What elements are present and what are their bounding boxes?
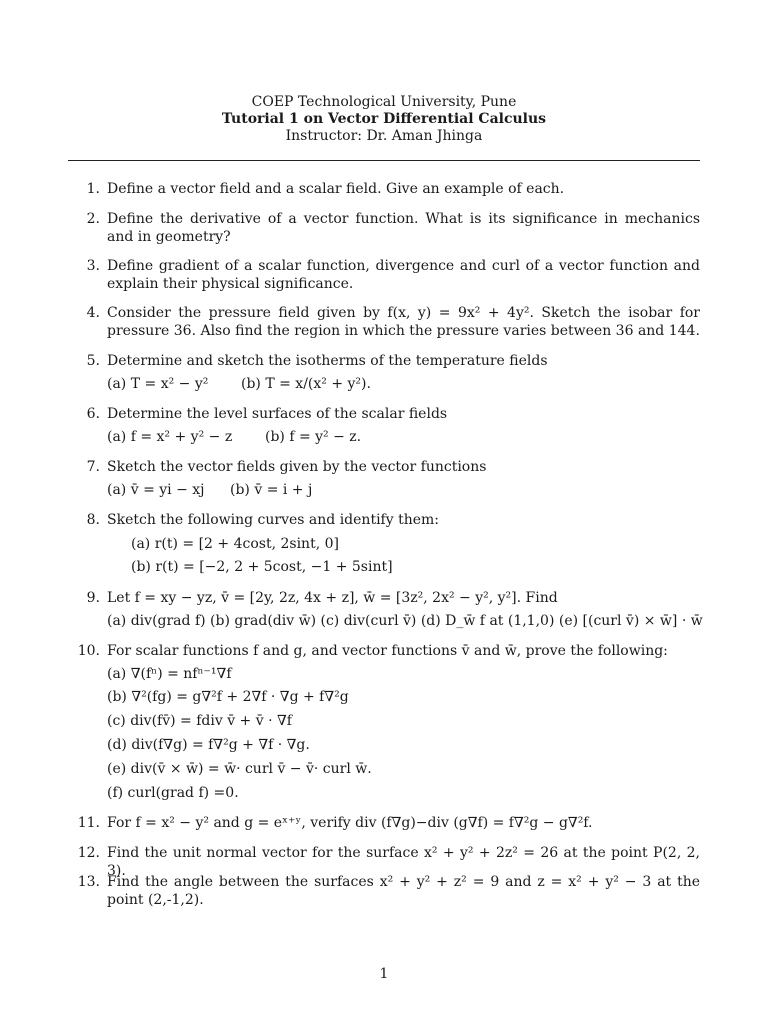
- question-number: 4.: [86, 305, 100, 321]
- question-text: Find the angle between the surfaces x² + y² + z² = 9 and z = x² + y² − 3 at the point (2,-1,2).: [107, 874, 700, 908]
- question-number: 3.: [86, 258, 100, 274]
- question-text: Define a vector field and a scalar field. Give an example of each.: [107, 181, 565, 197]
- q10-part-a: (a) ∇(fⁿ) = nfⁿ⁻¹∇f: [107, 666, 232, 682]
- question-text: Let f = xy − yz, v̄ = [2y, 2z, 4x + z], w̄ = [3z², 2x² − y², y²]. Find: [107, 590, 558, 606]
- question-number: 1.: [86, 181, 100, 197]
- q5-part-a: (a) T = x² − y²: [107, 376, 209, 392]
- q10-part-d: (d) div(f∇g) = f∇²g + ∇f · ∇g.: [107, 737, 310, 753]
- question-number: 13.: [77, 874, 100, 890]
- tutorial-title: Tutorial 1 on Vector Differential Calculus: [221, 111, 547, 127]
- instructor: Instructor: Dr. Aman Jhinga: [285, 128, 483, 144]
- q9-parts: (a) div(grad f) (b) grad(div w̄) (c) div(curl v̄) (d) D_w̄ f at (1,1,0) (e) [(curl v̄) × w̄] · w̄: [107, 613, 703, 629]
- question-number: 12.: [77, 845, 100, 861]
- question-text: Define gradient of a scalar function, divergence and curl of a vector function and explain their physical significance.: [107, 258, 700, 292]
- question-text: Consider the pressure field given by f(x, y) = 9x² + 4y². Sketch the isobar for pressure 36. Also find the region in which the pressure varies between 36 and 144.: [107, 305, 700, 339]
- question-number: 2.: [86, 211, 100, 227]
- question-number: 11.: [77, 815, 100, 831]
- question-text: Sketch the following curves and identify them:: [107, 512, 440, 528]
- question-number: 6.: [86, 406, 100, 422]
- header-rule: [68, 160, 700, 161]
- q10-part-e: (e) div(v̄ × w̄) = w̄· curl v̄ − v̄· curl w̄.: [107, 761, 372, 777]
- question-text: For scalar functions f and g, and vector functions v̄ and w̄, prove the following:: [107, 643, 668, 659]
- question-text: Determine and sketch the isotherms of the temperature fields: [107, 353, 548, 369]
- question-number: 9.: [86, 590, 100, 606]
- question-text: Sketch the vector fields given by the vector functions: [107, 459, 487, 475]
- q10-part-b: (b) ∇²(fg) = g∇²f + 2∇f · ∇g + f∇²g: [107, 689, 349, 705]
- question-text: Determine the level surfaces of the scalar fields: [107, 406, 448, 422]
- question-text: For f = x² − y² and g = eˣ⁺ʸ, verify div (f∇g)−div (g∇f) = f∇²g − g∇²f.: [107, 815, 593, 831]
- page-number: 1: [379, 966, 389, 982]
- q7-part-a: (a) v̄ = yi − xj: [107, 482, 205, 498]
- university-name: COEP Technological University, Pune: [251, 94, 517, 110]
- question-number: 10.: [77, 643, 100, 659]
- q10-part-f: (f) curl(grad f) =0.: [107, 785, 239, 801]
- q8-part-b: (b) r(t) = [−2, 2 + 5cost, −1 + 5sint]: [131, 559, 393, 575]
- question-text: Find the unit normal vector for the surface x² + y² + 2z² = 26 at the point P(2, 2, 3).: [107, 845, 700, 879]
- question-text: Define the derivative of a vector function. What is its significance in mechanics and in geometry?: [107, 211, 700, 245]
- q5-part-b: (b) T = x/(x² + y²).: [241, 376, 371, 392]
- q6-part-a: (a) f = x² + y² − z: [107, 429, 233, 445]
- q6-part-b: (b) f = y² − z.: [265, 429, 362, 445]
- q10-part-c: (c) div(fv̄) = fdiv v̄ + v̄ · ∇f: [107, 713, 292, 729]
- question-number: 8.: [86, 512, 100, 528]
- question-number: 7.: [86, 459, 100, 475]
- q7-part-b: (b) v̄ = i + j: [230, 482, 313, 498]
- q8-part-a: (a) r(t) = [2 + 4cost, 2sint, 0]: [131, 536, 339, 552]
- question-number: 5.: [86, 353, 100, 369]
